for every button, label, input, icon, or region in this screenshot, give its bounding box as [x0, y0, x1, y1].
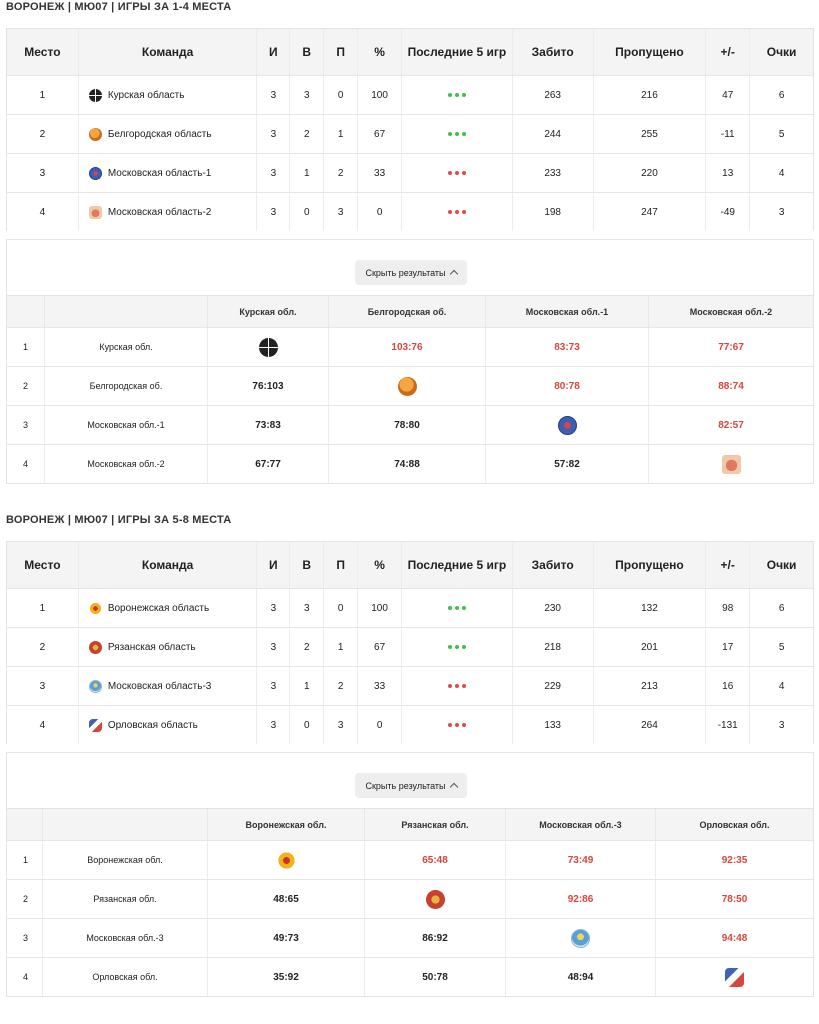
matrix-row-team: Воронежская обл. [43, 841, 208, 879]
matrix-row-pos: 2 [7, 367, 45, 405]
matrix-cell[interactable] [649, 406, 813, 444]
col-points: Очки [766, 44, 797, 59]
col-games: И [257, 542, 290, 588]
loss-dot [455, 171, 459, 175]
match-score[interactable]: 80:78 [554, 380, 580, 392]
matrix-row [7, 918, 813, 957]
matrix-row-pos: 1 [7, 328, 45, 366]
match-score[interactable]: 82:57 [718, 419, 744, 431]
row-games: 3 [257, 628, 290, 666]
form-dots [448, 171, 466, 175]
row-conceded: 216 [594, 76, 707, 114]
row-points: 6 [778, 602, 785, 614]
match-score[interactable]: 57:82 [554, 458, 580, 470]
win-dot [462, 93, 466, 97]
results-matrix [6, 808, 814, 997]
row-losses: 2 [324, 154, 358, 192]
matrix-row [7, 405, 813, 444]
moscow-region-3-logo [571, 929, 590, 948]
matrix-col-2: Белгородская об. [329, 296, 486, 327]
row-losses: 2 [324, 667, 358, 705]
group-1-4 [6, 0, 814, 470]
row-games: 3 [257, 115, 290, 153]
belgorod-logo [89, 128, 102, 141]
standings-body [7, 588, 813, 744]
matrix-cell[interactable] [365, 958, 506, 996]
team-name[interactable]: Московская область-1 [107, 167, 212, 179]
matrix-col-4: Орловская обл. [699, 819, 770, 830]
form-dots [448, 606, 466, 610]
matrix-cell[interactable] [329, 406, 486, 444]
loss-dot [462, 171, 466, 175]
form-dots [448, 723, 466, 727]
row-team[interactable] [79, 628, 258, 666]
standings-table [6, 541, 814, 744]
row-scored: 229 [513, 667, 594, 705]
team-name[interactable]: Орловская область [107, 719, 198, 731]
row-team[interactable] [79, 76, 258, 114]
row-scored: 233 [513, 154, 594, 192]
orel-logo [725, 968, 744, 987]
row-wins: 0 [290, 193, 324, 231]
row-games: 3 [257, 154, 290, 192]
matrix-cell[interactable] [649, 328, 813, 366]
matrix-cell[interactable] [506, 841, 656, 879]
row-team[interactable] [79, 154, 258, 192]
col-pos: Место [7, 542, 79, 588]
matrix-cell[interactable] [208, 406, 329, 444]
matrix-cell[interactable] [329, 445, 486, 483]
row-last-games [402, 589, 513, 627]
loss-dot [462, 684, 466, 688]
row-pct: 0 [358, 706, 402, 744]
col-conceded: Пропущено [594, 29, 707, 75]
matrix-col-3: Московская обл.-3 [506, 809, 656, 840]
row-points: 4 [778, 167, 785, 179]
match-score[interactable]: 88:74 [718, 380, 744, 392]
voronezh-logo [89, 602, 102, 615]
col-wins: В [290, 542, 324, 588]
row-pct: 33 [358, 667, 402, 705]
row-last-games [402, 193, 513, 231]
match-score[interactable]: 76:103 [252, 380, 284, 392]
matrix-row-team: Московская обл.-3 [43, 919, 208, 957]
moscow-region-3-logo [89, 680, 102, 693]
row-pos: 3 [7, 154, 79, 192]
row-pct: 67 [358, 115, 402, 153]
loss-dot [462, 210, 466, 214]
matrix-cell[interactable] [208, 445, 329, 483]
row-team[interactable] [79, 193, 258, 231]
match-score[interactable]: 48:94 [567, 971, 594, 983]
row-diff: 16 [706, 667, 750, 705]
row-conceded: 255 [594, 115, 707, 153]
match-score[interactable]: 48:65 [273, 893, 299, 905]
matrix-col-team [43, 809, 208, 840]
row-losses: 3 [324, 706, 358, 744]
matrix-col-3: Московская обл.-1 [486, 296, 649, 327]
ryazan-logo [89, 641, 102, 654]
row-diff: -131 [706, 706, 750, 744]
moscow-region-1-logo [558, 416, 577, 435]
matrix-cell[interactable] [329, 328, 486, 366]
matrix-self-cell [656, 958, 813, 996]
matrix-cell[interactable] [656, 919, 813, 957]
matrix-cell[interactable] [208, 367, 329, 405]
team-name[interactable]: Белгородская область [107, 128, 212, 140]
row-wins: 3 [290, 76, 324, 114]
matrix-header [7, 809, 813, 840]
row-pos: 2 [7, 628, 79, 666]
row-last-games [402, 115, 513, 153]
standings-row[interactable] [7, 192, 813, 231]
hide-results-label: Скрыть результаты [365, 267, 446, 278]
col-team: Команда [79, 29, 258, 75]
standings-row[interactable] [7, 75, 813, 114]
win-dot [455, 132, 459, 136]
row-scored: 244 [513, 115, 594, 153]
row-games: 3 [257, 193, 290, 231]
row-wins: 0 [290, 706, 324, 744]
matrix-cell[interactable] [365, 841, 506, 879]
row-points: 5 [778, 128, 785, 140]
matrix-cell[interactable] [208, 880, 365, 918]
matrix-row-pos: 3 [7, 919, 43, 957]
row-scored: 198 [513, 193, 594, 231]
row-games: 3 [257, 667, 290, 705]
win-dot [455, 645, 459, 649]
loss-dot [448, 723, 452, 727]
row-losses: 3 [324, 193, 358, 231]
col-pos: Место [7, 29, 79, 75]
win-dot [448, 93, 452, 97]
standings-row[interactable] [7, 627, 813, 666]
team-name[interactable]: Воронежская область [107, 602, 210, 614]
team-name[interactable]: Московская область-2 [107, 206, 212, 218]
matrix-body [7, 840, 813, 996]
loss-dot [448, 684, 452, 688]
matrix-col-team [45, 296, 208, 327]
voronezh-logo [277, 851, 296, 870]
matrix-cell[interactable] [486, 328, 649, 366]
col-scored: Забито [513, 542, 594, 588]
row-team[interactable] [79, 115, 258, 153]
matrix-row-pos: 1 [7, 841, 43, 879]
row-pos: 1 [7, 589, 79, 627]
col-last: Последние 5 игр [402, 542, 513, 588]
row-team[interactable] [79, 589, 258, 627]
standings-body [7, 75, 813, 231]
row-diff: 17 [706, 628, 750, 666]
row-diff: 47 [706, 76, 750, 114]
matrix-self-cell [649, 445, 813, 483]
matrix-row-team: Московская обл.-1 [45, 406, 208, 444]
standings-row[interactable] [7, 666, 813, 705]
matrix-header [7, 296, 813, 327]
win-dot [448, 606, 452, 610]
row-losses: 1 [324, 115, 358, 153]
col-pct: % [358, 29, 402, 75]
chevron-up-icon [449, 783, 457, 791]
orel-logo [89, 719, 102, 732]
row-team[interactable] [79, 706, 258, 744]
match-score[interactable]: 74:88 [394, 458, 420, 470]
matrix-row-team: Курская обл. [45, 328, 208, 366]
form-dots [448, 93, 466, 97]
match-score[interactable]: 86:92 [422, 932, 448, 944]
win-dot [455, 606, 459, 610]
loss-dot [462, 723, 466, 727]
matrix-row-pos: 2 [7, 880, 43, 918]
row-conceded: 132 [594, 589, 707, 627]
team-name[interactable]: Рязанская область [107, 641, 196, 653]
row-diff: 98 [706, 589, 750, 627]
row-points: 4 [778, 680, 785, 692]
matrix-row-team: Московская обл.-2 [45, 445, 208, 483]
row-conceded: 213 [594, 667, 707, 705]
standings-row[interactable] [7, 153, 813, 192]
loss-dot [455, 684, 459, 688]
matrix-col-2: Рязанская обл. [365, 809, 506, 840]
matrix-cell[interactable] [656, 841, 813, 879]
col-diff: +/- [706, 542, 750, 588]
col-wins: В [290, 29, 324, 75]
moscow-region-2-logo [89, 206, 102, 219]
match-score[interactable]: 103:76 [391, 341, 423, 353]
win-dot [455, 93, 459, 97]
row-scored: 133 [513, 706, 594, 744]
matrix-col-1: Воронежская обл. [208, 809, 365, 840]
matrix-col-4: Московская обл.-2 [689, 306, 773, 317]
matrix-self-cell [506, 919, 656, 957]
form-dots [448, 684, 466, 688]
row-wins: 1 [290, 667, 324, 705]
match-score[interactable]: 35:92 [273, 971, 299, 983]
form-dots [448, 645, 466, 649]
row-pos: 4 [7, 193, 79, 231]
standings-table [6, 28, 814, 231]
chevron-up-icon [449, 270, 457, 278]
row-games: 3 [257, 76, 290, 114]
matrix-row [7, 840, 813, 879]
ryazan-logo [426, 890, 445, 909]
col-games: И [257, 29, 290, 75]
matrix-self-cell [486, 406, 649, 444]
group-title: ВОРОНЕЖ | МЮ07 | ИГРЫ ЗА 5-8 МЕСТА [6, 514, 232, 526]
win-dot [448, 132, 452, 136]
row-wins: 3 [290, 589, 324, 627]
belgorod-logo [398, 377, 417, 396]
row-pos: 1 [7, 76, 79, 114]
row-wins: 2 [290, 628, 324, 666]
row-games: 3 [257, 706, 290, 744]
matrix-col-pos [7, 296, 45, 327]
match-score[interactable]: 67:77 [255, 458, 281, 470]
row-pos: 3 [7, 667, 79, 705]
col-losses: П [324, 542, 358, 588]
matrix-row-team: Белгородская об. [45, 367, 208, 405]
match-score[interactable]: 65:48 [422, 854, 448, 866]
matrix-cell[interactable] [208, 958, 365, 996]
matrix-row-pos: 4 [7, 445, 45, 483]
row-last-games [402, 154, 513, 192]
matrix-self-cell [329, 367, 486, 405]
group-5-8 [6, 513, 814, 983]
match-score[interactable]: 92:86 [567, 893, 594, 905]
matrix-cell[interactable] [208, 919, 365, 957]
row-pct: 100 [358, 589, 402, 627]
row-conceded: 247 [594, 193, 707, 231]
matrix-row [7, 366, 813, 405]
matrix-self-cell [208, 841, 365, 879]
match-score[interactable]: 77:67 [718, 341, 744, 353]
row-scored: 263 [513, 76, 594, 114]
col-scored: Забито [513, 29, 594, 75]
col-conceded: Пропущено [594, 542, 707, 588]
matrix-row-team: Рязанская обл. [43, 880, 208, 918]
standings-row[interactable] [7, 705, 813, 744]
match-score[interactable]: 73:49 [567, 854, 594, 866]
basketball-icon [89, 89, 102, 102]
row-points: 5 [778, 641, 785, 653]
matrix-row-team: Орловская обл. [43, 958, 208, 996]
hide-results-label: Скрыть результаты [365, 780, 446, 791]
match-score[interactable]: 78:50 [721, 893, 748, 905]
row-conceded: 201 [594, 628, 707, 666]
row-points: 3 [778, 206, 785, 218]
match-score[interactable]: 94:48 [721, 932, 748, 944]
col-pct: % [358, 542, 402, 588]
col-diff: +/- [706, 29, 750, 75]
matrix-cell[interactable] [656, 880, 813, 918]
row-pos: 2 [7, 115, 79, 153]
matrix-cell[interactable] [506, 880, 656, 918]
matrix-row-pos: 4 [7, 958, 43, 996]
row-diff: 13 [706, 154, 750, 192]
row-points: 6 [778, 89, 785, 101]
win-dot [462, 132, 466, 136]
row-losses: 0 [324, 76, 358, 114]
matrix-cell[interactable] [486, 367, 649, 405]
win-dot [462, 606, 466, 610]
row-last-games [402, 76, 513, 114]
form-dots [448, 132, 466, 136]
matrix-self-cell [208, 328, 329, 366]
matrix-cell[interactable] [649, 367, 813, 405]
row-diff: -11 [706, 115, 750, 153]
row-wins: 2 [290, 115, 324, 153]
matrix-row [7, 879, 813, 918]
moscow-region-2-logo [722, 455, 741, 474]
standings-row[interactable] [7, 114, 813, 153]
hide-results-button[interactable] [355, 773, 467, 798]
matrix-cell[interactable] [486, 445, 649, 483]
matrix-cell[interactable] [506, 958, 656, 996]
matrix-col-pos [7, 809, 43, 840]
loss-dot [455, 723, 459, 727]
matrix-col-1: Курская обл. [208, 296, 329, 327]
team-name[interactable]: Курская область [107, 89, 185, 101]
matrix-body [7, 327, 813, 483]
row-diff: -49 [706, 193, 750, 231]
row-pos: 4 [7, 706, 79, 744]
row-wins: 1 [290, 154, 324, 192]
standings-row[interactable] [7, 588, 813, 627]
row-last-games [402, 667, 513, 705]
row-losses: 0 [324, 589, 358, 627]
win-dot [462, 645, 466, 649]
matrix-row [7, 444, 813, 483]
row-losses: 1 [324, 628, 358, 666]
match-score[interactable]: 49:73 [273, 932, 299, 944]
match-score[interactable]: 92:35 [721, 854, 748, 866]
col-last: Последние 5 игр [402, 29, 513, 75]
loss-dot [448, 210, 452, 214]
row-games: 3 [257, 589, 290, 627]
match-score[interactable]: 83:73 [554, 341, 580, 353]
moscow-region-1-logo [89, 167, 102, 180]
matrix-row [7, 957, 813, 996]
match-score[interactable]: 73:83 [255, 419, 281, 431]
row-team[interactable] [79, 667, 258, 705]
row-pct: 67 [358, 628, 402, 666]
row-scored: 218 [513, 628, 594, 666]
col-team: Команда [79, 542, 258, 588]
basketball-icon [259, 338, 278, 357]
row-last-games [402, 706, 513, 744]
hide-results-button[interactable] [355, 260, 467, 285]
matrix-row [7, 327, 813, 366]
matrix-cell[interactable] [365, 919, 506, 957]
row-pct: 0 [358, 193, 402, 231]
match-score[interactable]: 78:80 [394, 419, 420, 431]
matrix-row-pos: 3 [7, 406, 45, 444]
form-dots [448, 210, 466, 214]
row-pct: 33 [358, 154, 402, 192]
loss-dot [455, 210, 459, 214]
col-losses: П [324, 29, 358, 75]
win-dot [448, 645, 452, 649]
row-pct: 100 [358, 76, 402, 114]
group-title: ВОРОНЕЖ | МЮ07 | ИГРЫ ЗА 1-4 МЕСТА [6, 1, 232, 13]
team-name[interactable]: Московская область-3 [107, 680, 212, 692]
loss-dot [448, 171, 452, 175]
row-points: 3 [778, 719, 785, 731]
standings-header [7, 542, 813, 588]
row-last-games [402, 628, 513, 666]
row-conceded: 264 [594, 706, 707, 744]
row-scored: 230 [513, 589, 594, 627]
standings-header [7, 29, 813, 75]
match-score[interactable]: 50:78 [422, 971, 448, 983]
results-matrix [6, 295, 814, 484]
col-points: Очки [766, 557, 797, 572]
row-conceded: 220 [594, 154, 707, 192]
matrix-self-cell [365, 880, 506, 918]
